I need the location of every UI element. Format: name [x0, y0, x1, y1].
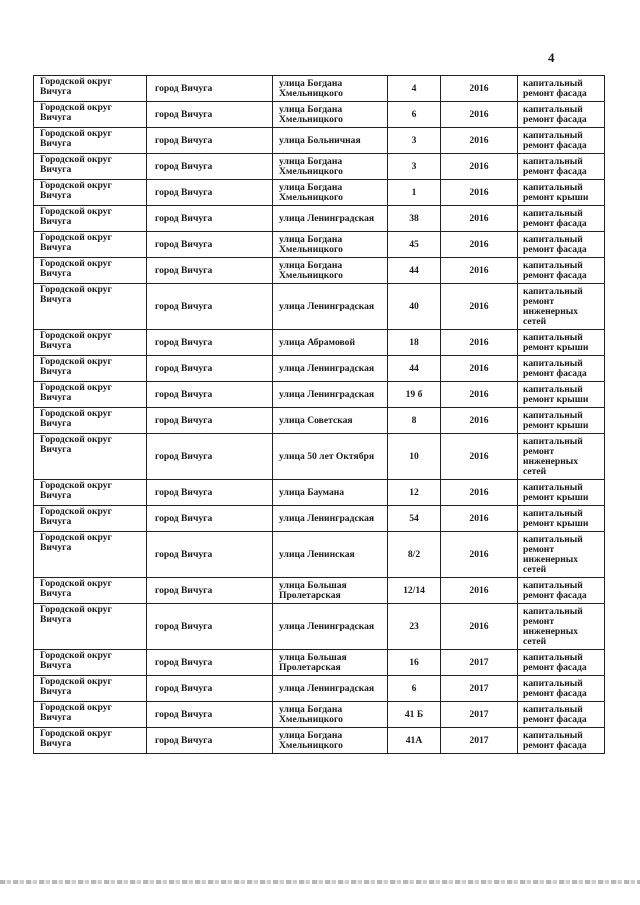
house-number-cell: 8/2 — [388, 532, 441, 578]
work-type-cell: капитальный ремонт фасада — [518, 206, 605, 232]
table-row — [34, 128, 605, 154]
district-cell: Городской округ Вичуга — [34, 434, 147, 480]
city-cell: город Вичуга — [147, 382, 273, 408]
year-cell: 2016 — [441, 382, 518, 408]
year-cell: 2016 — [441, 506, 518, 532]
house-number-cell: 3 — [388, 128, 441, 154]
work-type-cell: капитальный ремонт фасада — [518, 676, 605, 702]
table-row — [34, 232, 605, 258]
house-number-cell: 4 — [388, 76, 441, 102]
house-number-cell: 38 — [388, 206, 441, 232]
house-number-cell: 8 — [388, 408, 441, 434]
city-cell: город Вичуга — [147, 702, 273, 728]
city-cell: город Вичуга — [147, 728, 273, 754]
house-number-cell: 18 — [388, 330, 441, 356]
street-cell: улица Богдана Хмельницкого — [273, 154, 388, 180]
year-cell: 2016 — [441, 356, 518, 382]
city-cell: город Вичуга — [147, 232, 273, 258]
street-cell: улица Ленинградская — [273, 206, 388, 232]
work-type-cell: капитальный ремонт фасада — [518, 356, 605, 382]
year-cell: 2016 — [441, 232, 518, 258]
table-row — [34, 102, 605, 128]
work-type-cell: капитальный ремонт крыши — [518, 408, 605, 434]
street-cell: улица Богдана Хмельницкого — [273, 728, 388, 754]
street-cell: улица Большая Пролетарская — [273, 578, 388, 604]
table-row — [34, 356, 605, 382]
street-cell: улица Богдана Хмельницкого — [273, 102, 388, 128]
year-cell: 2017 — [441, 650, 518, 676]
district-cell: Городской округ Вичуга — [34, 408, 147, 434]
district-cell: Городской округ Вичуга — [34, 480, 147, 506]
city-cell: город Вичуга — [147, 650, 273, 676]
city-cell: город Вичуга — [147, 578, 273, 604]
table-row — [34, 728, 605, 754]
city-cell: город Вичуга — [147, 330, 273, 356]
street-cell: улица Баумана — [273, 480, 388, 506]
page-number: 4 — [548, 50, 555, 65]
work-type-cell: капитальный ремонт фасада — [518, 728, 605, 754]
city-cell: город Вичуга — [147, 258, 273, 284]
table-row — [34, 258, 605, 284]
table-row — [34, 408, 605, 434]
district-cell: Городской округ Вичуга — [34, 506, 147, 532]
year-cell: 2016 — [441, 154, 518, 180]
year-cell: 2016 — [441, 128, 518, 154]
table-row — [34, 382, 605, 408]
city-cell: город Вичуга — [147, 356, 273, 382]
table-row — [34, 532, 605, 578]
district-cell: Городской округ Вичуга — [34, 128, 147, 154]
work-type-cell: капитальный ремонт фасада — [518, 102, 605, 128]
house-number-cell: 23 — [388, 604, 441, 650]
street-cell: улица Богдана Хмельницкого — [273, 180, 388, 206]
street-cell: улица Богдана Хмельницкого — [273, 76, 388, 102]
work-type-cell: капитальный ремонт крыши — [518, 180, 605, 206]
street-cell: улица Большая Пролетарская — [273, 650, 388, 676]
house-number-cell: 16 — [388, 650, 441, 676]
street-cell: улица Ленинградская — [273, 604, 388, 650]
work-type-cell: капитальный ремонт фасада — [518, 232, 605, 258]
work-type-cell: капитальный ремонт инженерных сетей — [518, 532, 605, 578]
house-number-cell: 12 — [388, 480, 441, 506]
scan-edge-artifact — [0, 880, 640, 884]
table-row — [34, 76, 605, 102]
district-cell: Городской округ Вичуга — [34, 102, 147, 128]
city-cell: город Вичуга — [147, 506, 273, 532]
street-cell: улица 50 лет Октября — [273, 434, 388, 480]
year-cell: 2017 — [441, 676, 518, 702]
street-cell: улица Ленинградская — [273, 506, 388, 532]
house-number-cell: 54 — [388, 506, 441, 532]
year-cell: 2016 — [441, 76, 518, 102]
table-row — [34, 578, 605, 604]
street-cell: улица Богдана Хмельницкого — [273, 232, 388, 258]
district-cell: Городской округ Вичуга — [34, 382, 147, 408]
house-number-cell: 6 — [388, 102, 441, 128]
city-cell: город Вичуга — [147, 480, 273, 506]
table-row — [34, 480, 605, 506]
year-cell: 2016 — [441, 206, 518, 232]
street-cell: улица Богдана Хмельницкого — [273, 702, 388, 728]
work-type-cell: капитальный ремонт крыши — [518, 480, 605, 506]
repair-schedule-table — [33, 75, 605, 754]
table-row — [34, 284, 605, 330]
year-cell: 2016 — [441, 604, 518, 650]
house-number-cell: 10 — [388, 434, 441, 480]
work-type-cell: капитальный ремонт фасада — [518, 76, 605, 102]
city-cell: город Вичуга — [147, 102, 273, 128]
table-row — [34, 330, 605, 356]
city-cell: город Вичуга — [147, 532, 273, 578]
table-row — [34, 180, 605, 206]
district-cell: Городской округ Вичуга — [34, 330, 147, 356]
house-number-cell: 19 б — [388, 382, 441, 408]
district-cell: Городской округ Вичуга — [34, 154, 147, 180]
year-cell: 2016 — [441, 284, 518, 330]
year-cell: 2016 — [441, 330, 518, 356]
year-cell: 2016 — [441, 434, 518, 480]
table-row — [34, 702, 605, 728]
city-cell: город Вичуга — [147, 154, 273, 180]
year-cell: 2016 — [441, 532, 518, 578]
district-cell: Городской округ Вичуга — [34, 604, 147, 650]
city-cell: город Вичуга — [147, 434, 273, 480]
street-cell: улица Ленинградская — [273, 284, 388, 330]
city-cell: город Вичуга — [147, 676, 273, 702]
house-number-cell: 44 — [388, 258, 441, 284]
table-row — [34, 206, 605, 232]
city-cell: город Вичуга — [147, 284, 273, 330]
year-cell: 2016 — [441, 180, 518, 206]
district-cell: Городской округ Вичуга — [34, 284, 147, 330]
district-cell: Городской округ Вичуга — [34, 258, 147, 284]
district-cell: Городской округ Вичуга — [34, 676, 147, 702]
year-cell: 2016 — [441, 408, 518, 434]
house-number-cell: 1 — [388, 180, 441, 206]
work-type-cell: капитальный ремонт инженерных сетей — [518, 434, 605, 480]
district-cell: Городской округ Вичуга — [34, 232, 147, 258]
house-number-cell: 40 — [388, 284, 441, 330]
house-number-cell: 12/14 — [388, 578, 441, 604]
house-number-cell: 3 — [388, 154, 441, 180]
table-row — [34, 154, 605, 180]
district-cell: Городской округ Вичуга — [34, 76, 147, 102]
city-cell: город Вичуга — [147, 408, 273, 434]
work-type-cell: капитальный ремонт фасада — [518, 258, 605, 284]
year-cell: 2017 — [441, 728, 518, 754]
work-type-cell: капитальный ремонт фасада — [518, 154, 605, 180]
table-row — [34, 650, 605, 676]
street-cell: улица Ленинская — [273, 532, 388, 578]
year-cell: 2016 — [441, 578, 518, 604]
district-cell: Городской округ Вичуга — [34, 578, 147, 604]
table-body — [34, 76, 605, 754]
year-cell: 2017 — [441, 702, 518, 728]
work-type-cell: капитальный ремонт крыши — [518, 382, 605, 408]
table-row — [34, 434, 605, 480]
city-cell: город Вичуга — [147, 76, 273, 102]
street-cell: улица Ленинградская — [273, 382, 388, 408]
year-cell: 2016 — [441, 102, 518, 128]
street-cell: улица Больничная — [273, 128, 388, 154]
district-cell: Городской округ Вичуга — [34, 728, 147, 754]
work-type-cell: капитальный ремонт инженерных сетей — [518, 284, 605, 330]
work-type-cell: капитальный ремонт фасада — [518, 578, 605, 604]
work-type-cell: капитальный ремонт инженерных сетей — [518, 604, 605, 650]
house-number-cell: 44 — [388, 356, 441, 382]
city-cell: город Вичуга — [147, 128, 273, 154]
district-cell: Городской округ Вичуга — [34, 356, 147, 382]
city-cell: город Вичуга — [147, 180, 273, 206]
district-cell: Городской округ Вичуга — [34, 532, 147, 578]
house-number-cell: 41 Б — [388, 702, 441, 728]
work-type-cell: капитальный ремонт фасада — [518, 128, 605, 154]
table-row — [34, 676, 605, 702]
work-type-cell: капитальный ремонт крыши — [518, 330, 605, 356]
city-cell: город Вичуга — [147, 206, 273, 232]
year-cell: 2016 — [441, 258, 518, 284]
district-cell: Городской округ Вичуга — [34, 180, 147, 206]
year-cell: 2016 — [441, 480, 518, 506]
house-number-cell: 6 — [388, 676, 441, 702]
work-type-cell: капитальный ремонт фасада — [518, 650, 605, 676]
street-cell: улица Советская — [273, 408, 388, 434]
table-row — [34, 604, 605, 650]
work-type-cell: капитальный ремонт фасада — [518, 702, 605, 728]
street-cell: улица Богдана Хмельницкого — [273, 258, 388, 284]
table-row — [34, 506, 605, 532]
city-cell: город Вичуга — [147, 604, 273, 650]
district-cell: Городской округ Вичуга — [34, 206, 147, 232]
street-cell: улица Ленинградская — [273, 356, 388, 382]
district-cell: Городской округ Вичуга — [34, 702, 147, 728]
house-number-cell: 41А — [388, 728, 441, 754]
district-cell: Городской округ Вичуга — [34, 650, 147, 676]
street-cell: улица Абрамовой — [273, 330, 388, 356]
house-number-cell: 45 — [388, 232, 441, 258]
work-type-cell: капитальный ремонт крыши — [518, 506, 605, 532]
street-cell: улица Ленинградская — [273, 676, 388, 702]
